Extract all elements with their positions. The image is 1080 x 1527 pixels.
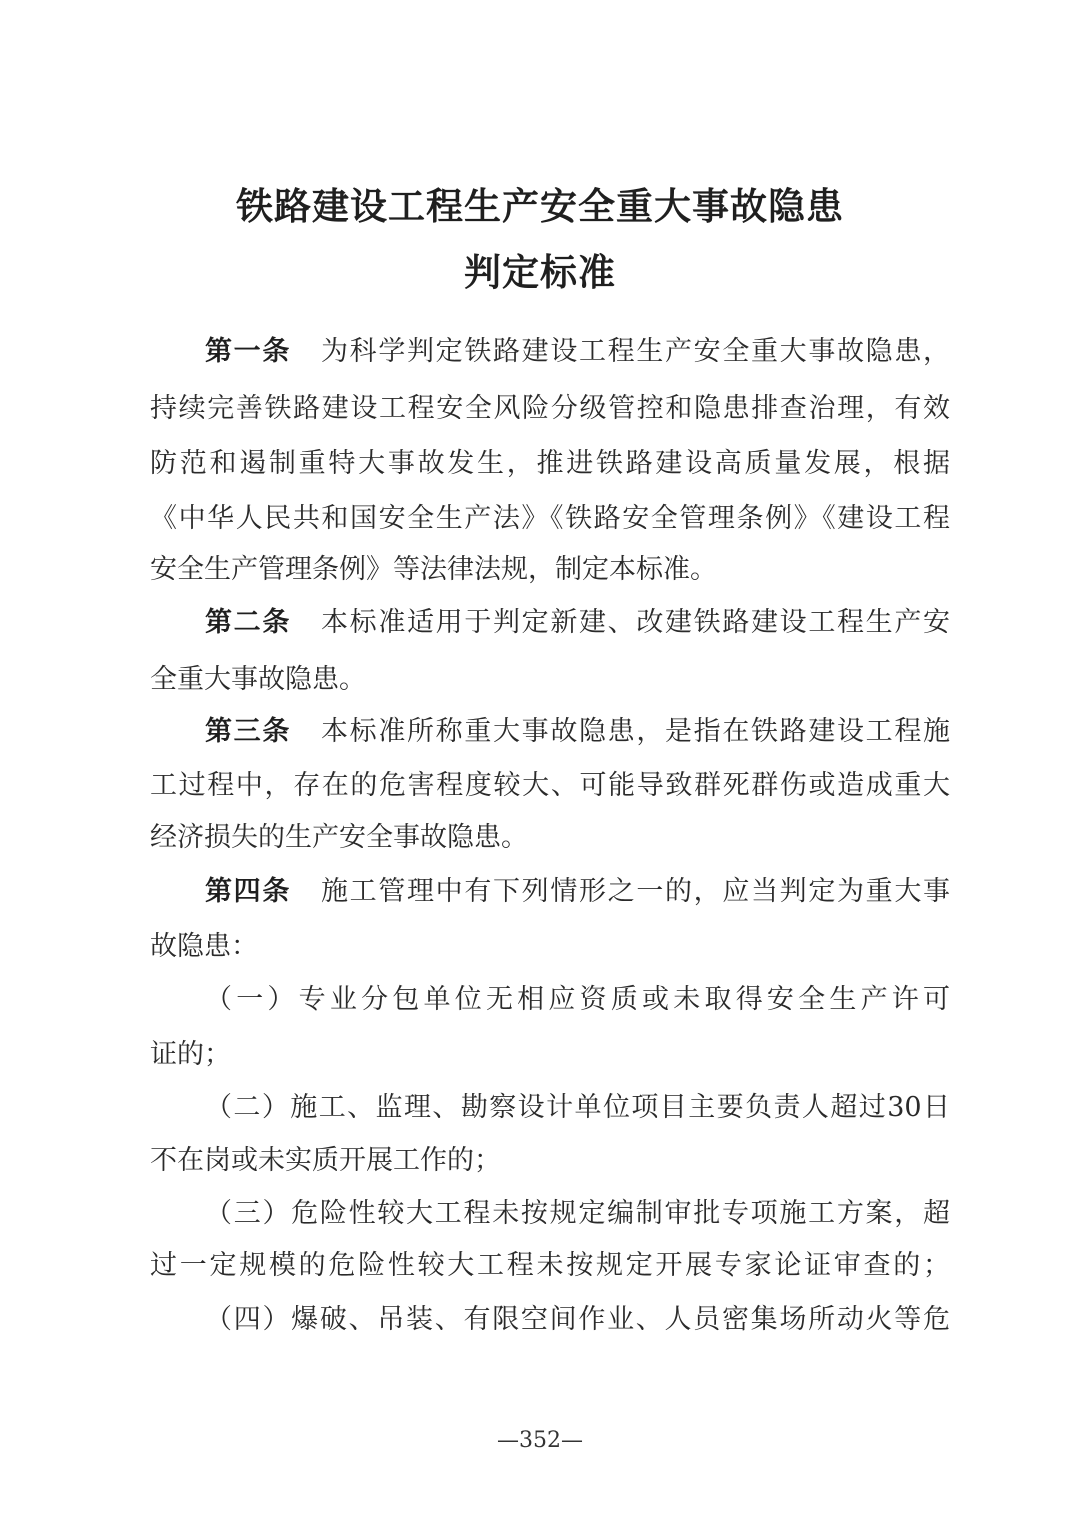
item-1-line-1: （一）专业分包单位无相应资质或未取得安全生产许可 (205, 984, 950, 1015)
item-3-line-1: （三）危险性较大工程未按规定编制审批专项施工方案，超 (205, 1198, 950, 1229)
article-3-line-1: 第三条 本标准所称重大事故隐患，是指在铁路建设工程施 (205, 716, 950, 747)
page-number: —352— (497, 1428, 583, 1453)
article-2-line-2: 全重大事故隐患。 (150, 664, 366, 695)
article-2-line-1: 第二条 本标准适用于判定新建、改建铁路建设工程生产安 (205, 607, 950, 638)
article-1-line-3: 防范和遏制重特大事故发生，推进铁路建设高质量发展，根据 (150, 448, 950, 479)
article-4-line-1: 第四条 施工管理中有下列情形之一的，应当判定为重大事 (205, 876, 950, 907)
article-1-line-4: 《中华人民共和国安全生产法》《铁路安全管理条例》《建设工程 (150, 503, 950, 534)
article-3-line-2: 工过程中，存在的危害程度较大、可能导致群死群伤或造成重大 (150, 770, 950, 801)
article-1-line-5: 安全生产管理条例》等法律法规，制定本标准。 (150, 554, 717, 585)
document-title-line-1: 铁路建设工程生产安全重大事故隐患 (236, 185, 844, 228)
article-1-line-2: 持续完善铁路建设工程安全风险分级管控和隐患排查治理，有效 (150, 393, 950, 424)
item-2-line-2: 不在岗或未实质开展工作的； (150, 1145, 501, 1176)
item-1-line-2: 证的； (150, 1039, 231, 1070)
article-2-label: 第二条 (205, 607, 291, 638)
article-1-line-1: 第一条 为科学判定铁路建设工程生产安全重大事故隐患， (205, 336, 950, 367)
article-3-line-3: 经济损失的生产安全事故隐患。 (150, 822, 528, 853)
document-title-line-2: 判定标准 (464, 251, 616, 294)
article-4-label: 第四条 (205, 876, 291, 907)
item-3-line-2: 过一定规模的危险性较大工程未按规定开展专家论证审查的； (150, 1250, 950, 1281)
item-4-line-1: （四）爆破、吊装、有限空间作业、人员密集场所动火等危 (205, 1304, 950, 1335)
article-3-label: 第三条 (205, 716, 291, 747)
item-2-line-1: （二）施工、监理、勘察设计单位项目主要负责人超过30日 (205, 1092, 950, 1123)
article-4-line-2: 故隐患： (150, 931, 258, 962)
article-1-label: 第一条 (205, 336, 291, 367)
